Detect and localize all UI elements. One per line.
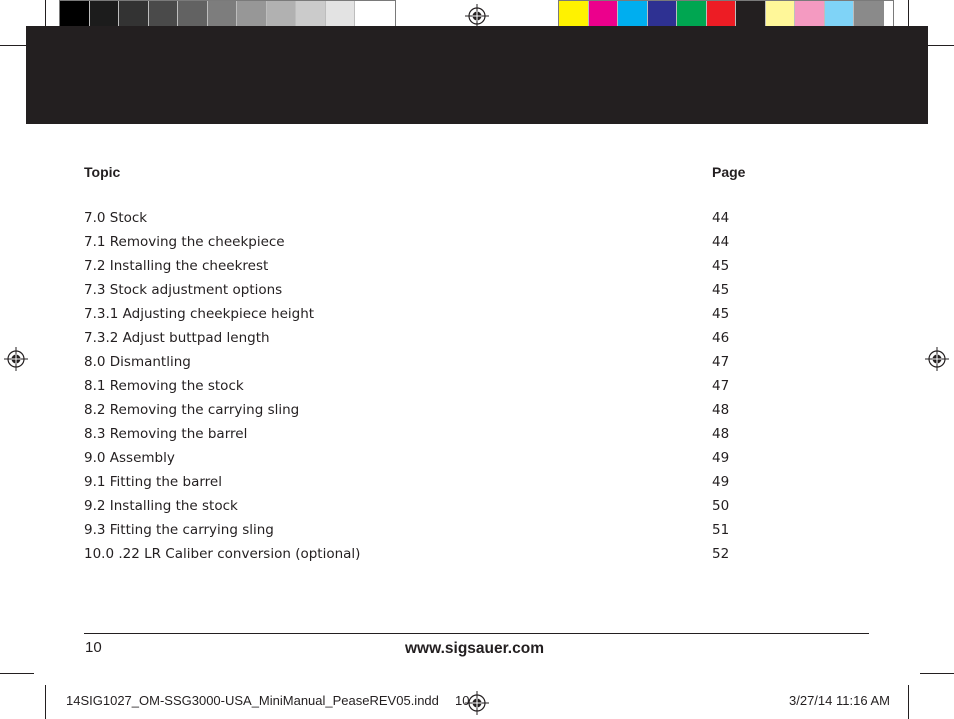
toc-entries [84,208,784,568]
toc-topic: 7.0 Stock [84,210,148,226]
slug-page: 10 [455,693,470,708]
toc-page: 51 [712,522,730,538]
toc-page: 47 [712,378,730,394]
toc-row [84,400,784,424]
registration-target-icon [465,4,489,28]
toc-topic: 8.1 Removing the stock [84,378,244,394]
toc-header-page: Page [712,164,746,180]
toc-topic: 9.2 Installing the stock [84,498,238,514]
toc-page: 44 [712,210,730,226]
toc-page: 45 [712,282,730,298]
toc-topic: 9.0 Assembly [84,450,175,466]
registration-target-icon [925,347,949,371]
table-of-contents [84,160,784,568]
toc-topic: 8.3 Removing the barrel [84,426,248,442]
website-url: www.sigsauer.com [405,640,544,657]
toc-topic: 8.0 Dismantling [84,354,191,370]
header-band [26,26,928,124]
toc-row [84,328,784,352]
toc-row [84,424,784,448]
toc-topic: 7.3.1 Adjusting cheekpiece height [84,306,315,322]
toc-page: 49 [712,450,730,466]
crop-mark [920,673,954,674]
toc-row [84,472,784,496]
toc-page: 52 [712,546,730,562]
toc-page: 47 [712,354,730,370]
slug-date-time: 3/27/14 11:16 AM [789,693,890,708]
toc-topic: 7.2 Installing the cheekrest [84,258,269,274]
crop-mark [45,685,46,719]
toc-topic: 10.0 .22 LR Caliber conversion (optional) [84,546,361,562]
toc-page: 44 [712,234,730,250]
toc-page: 50 [712,498,730,514]
toc-topic: 7.3 Stock adjustment options [84,282,283,298]
footer-rule [84,633,869,634]
toc-topic: 9.1 Fitting the barrel [84,474,222,490]
toc-page: 46 [712,330,730,346]
toc-row [84,520,784,544]
toc-page: 49 [712,474,730,490]
toc-topic: 7.1 Removing the cheekpiece [84,234,285,250]
registration-target-icon [4,347,28,371]
toc-row [84,448,784,472]
toc-row [84,496,784,520]
toc-spacer [84,184,784,208]
toc-row [84,232,784,256]
toc-row [84,256,784,280]
toc-page: 45 [712,306,730,322]
crop-mark [908,685,909,719]
slug-filename: 14SIG1027_OM-SSG3000-USA_MiniManual_PeaseREV05.indd [66,693,439,708]
page-number: 10 [85,639,102,656]
toc-header-topic: Topic [84,164,121,180]
toc-row [84,376,784,400]
toc-page: 48 [712,426,730,442]
toc-row [84,544,784,568]
toc-page: 45 [712,258,730,274]
toc-row [84,304,784,328]
crop-mark [0,673,34,674]
toc-topic: 9.3 Fitting the carrying sling [84,522,274,538]
toc-row [84,280,784,304]
toc-page: 48 [712,402,730,418]
toc-topic: 7.3.2 Adjust buttpad length [84,330,270,346]
toc-topic: 8.2 Removing the carrying sling [84,402,300,418]
toc-row [84,352,784,376]
toc-row [84,208,784,232]
toc-header-row [84,160,784,184]
